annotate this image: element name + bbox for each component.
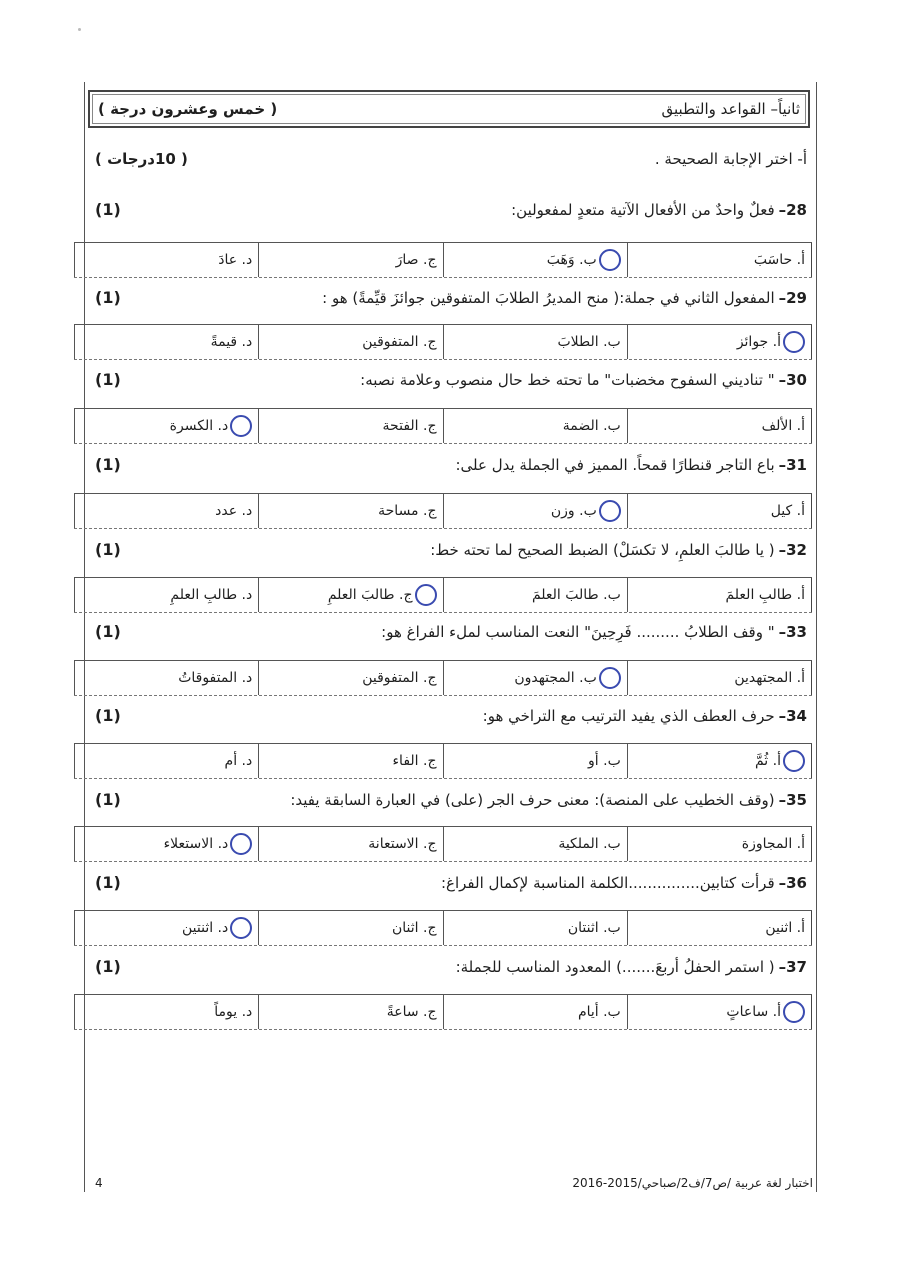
question-stem: [290, 791, 807, 809]
option-label: أ. جوائز: [736, 334, 781, 350]
option-choice[interactable]: [259, 911, 443, 945]
option-choice[interactable]: [628, 409, 812, 443]
option-choice[interactable]: [74, 911, 259, 945]
option-choice[interactable]: [259, 243, 443, 277]
section-points: ( خمس وعشرون درجة ): [98, 100, 278, 118]
option-label: أ. ثُمَّ: [754, 753, 781, 769]
option-choice[interactable]: [444, 744, 628, 778]
option-choice[interactable]: [628, 827, 812, 861]
option-choice[interactable]: [74, 827, 259, 861]
option-label: د. قيمةً: [210, 334, 253, 350]
option-label: ب. وزن: [550, 503, 597, 519]
question-stem: [455, 456, 807, 474]
question-mark: (1): [95, 370, 121, 389]
option-label: ب. الملكية: [558, 836, 621, 852]
option-choice[interactable]: [628, 661, 812, 695]
option-label: د. الاستعلاء: [163, 836, 229, 852]
option-choice[interactable]: [628, 243, 812, 277]
option-label: أ. المجاوزة: [741, 836, 805, 852]
options-row: [74, 743, 812, 779]
option-choice[interactable]: [444, 325, 628, 359]
question-stem: [322, 289, 807, 307]
option-label: ج. الفاء: [392, 753, 437, 769]
option-choice[interactable]: [628, 995, 812, 1029]
option-label: د. عدد: [215, 503, 253, 519]
question-text: " تناديني السفوح مخضبات" ما تحته خط حال منصوب وعلامة نصبه:: [360, 371, 775, 389]
question-row: [95, 288, 807, 307]
question-mark: (1): [95, 455, 121, 474]
selected-circle-icon: [599, 500, 621, 522]
option-label: ج. ساعةً: [386, 1004, 437, 1020]
question-stem: [360, 371, 807, 389]
question-number: 31–: [778, 456, 807, 474]
option-choice[interactable]: [259, 325, 443, 359]
question-text: ( استمر الحفلُ أربعَ.......) المعدود المناسب للجملة:: [455, 958, 775, 976]
footer-caption: اختبار لغة عربية /ص7/ف2/صباحي/2015-2016: [572, 1176, 813, 1190]
question-row: [95, 873, 807, 892]
option-choice[interactable]: [444, 243, 628, 277]
question-number: 35–: [778, 791, 807, 809]
option-label: ب. الطلابَ: [557, 334, 621, 350]
question-row: [95, 200, 807, 219]
option-label: د. الكسرة: [169, 418, 229, 434]
option-choice[interactable]: [259, 578, 443, 612]
option-choice[interactable]: [444, 494, 628, 528]
option-label: ج. مساحة: [378, 503, 437, 519]
options-row: [74, 660, 812, 696]
selected-circle-icon: [230, 917, 252, 939]
option-label: ب. أو: [588, 753, 621, 769]
selected-circle-icon: [783, 1001, 805, 1023]
options-row: [74, 910, 812, 946]
question-text: فعلٌ واحدٌ من الأفعال الآتية متعدٍ لمفعولين:: [511, 201, 775, 219]
question-mark: (1): [95, 622, 121, 641]
options-row: [74, 324, 812, 360]
question-mark: (1): [95, 288, 121, 307]
option-label: أ. طالبِ العلمَ: [725, 587, 805, 603]
question-number: 33–: [778, 623, 807, 641]
option-choice[interactable]: [444, 578, 628, 612]
option-choice[interactable]: [259, 827, 443, 861]
option-label: ب. اثنتان: [567, 920, 621, 936]
option-choice[interactable]: [628, 325, 812, 359]
question-number: 28–: [778, 201, 807, 219]
option-label: د. اثنتين: [181, 920, 229, 936]
option-label: د. أم: [224, 753, 253, 769]
option-label: ج. اثنان: [392, 920, 437, 936]
selected-circle-icon: [230, 833, 252, 855]
option-choice[interactable]: [74, 744, 259, 778]
instruction-text: أ- اختر الإجابة الصحيحة .: [654, 150, 807, 168]
option-choice[interactable]: [259, 661, 443, 695]
question-text: المفعول الثاني في جملة:( منح المديرُ الطلابَ المتفوقين جوائزَ قيِّمةً) هو :: [322, 289, 775, 307]
question-row: [95, 455, 807, 474]
option-choice[interactable]: [628, 494, 812, 528]
option-label: ج. الاستعانة: [368, 836, 437, 852]
option-choice[interactable]: [259, 744, 443, 778]
option-choice[interactable]: [259, 995, 443, 1029]
question-mark: (1): [95, 540, 121, 559]
question-mark: (1): [95, 957, 121, 976]
option-label: د. يوماً: [214, 1004, 253, 1020]
page-footer: [95, 1176, 813, 1190]
question-mark: (1): [95, 200, 121, 219]
option-label: أ. المجتهدين: [734, 670, 805, 686]
question-text: ( يا طالبَ العلمِ، لا تكسَلْ) الضبط الصحيح لما تحته خط:: [430, 541, 775, 559]
question-row: [95, 790, 807, 809]
question-row: [95, 706, 807, 725]
question-mark: (1): [95, 790, 121, 809]
option-choice[interactable]: [444, 995, 628, 1029]
section-title: ثانياً– القواعد والتطبيق: [661, 100, 800, 118]
option-label: ج. المتفوقين: [362, 334, 437, 350]
options-row: [74, 577, 812, 613]
option-choice[interactable]: [74, 661, 259, 695]
selected-circle-icon: [415, 584, 437, 606]
option-label: أ. كيل: [770, 503, 805, 519]
option-choice[interactable]: [444, 827, 628, 861]
question-mark: (1): [95, 706, 121, 725]
selected-circle-icon: [230, 415, 252, 437]
option-choice[interactable]: [74, 243, 259, 277]
option-label: ب. المجتهدون: [514, 670, 597, 686]
selected-circle-icon: [599, 667, 621, 689]
option-choice[interactable]: [259, 494, 443, 528]
question-stem: [381, 623, 807, 641]
option-label: ب. الضمة: [562, 418, 621, 434]
instruction-points: ( 10درجات ): [95, 150, 188, 168]
question-number: 36–: [778, 874, 807, 892]
instruction-row: [95, 150, 807, 168]
selected-circle-icon: [599, 249, 621, 271]
option-choice[interactable]: [74, 494, 259, 528]
question-row: [95, 540, 807, 559]
section-header: [88, 90, 810, 128]
question-number: 29–: [778, 289, 807, 307]
option-label: ب. طالبَ العلمَ: [531, 587, 621, 603]
options-row: [74, 408, 812, 444]
options-row: [74, 242, 812, 278]
option-choice[interactable]: [628, 911, 812, 945]
question-text: " وقف الطلابُ ......... فَرِحِينَ" النعت المناسب لملء الفراغ هو:: [381, 623, 775, 641]
option-label: ج. الفتحة: [382, 418, 437, 434]
question-number: 34–: [778, 707, 807, 725]
option-label: د. عادَ: [218, 252, 253, 268]
question-text: باع التاجر قنطارًا قمحاً. المميز في الجملة يدل على:: [455, 456, 775, 474]
option-label: أ. الألف: [761, 418, 805, 434]
question-number: 30–: [778, 371, 807, 389]
option-label: د. المتفوقاتُ: [178, 670, 253, 686]
question-row: [95, 622, 807, 641]
options-row: [74, 493, 812, 529]
question-text: قرأت كتابين...............الكلمة المناسبة لإكمال الفراغ:: [440, 874, 775, 892]
option-label: ب. وَهَبَ: [546, 252, 597, 268]
question-stem: [430, 541, 807, 559]
option-choice[interactable]: [74, 995, 259, 1029]
question-row: [95, 957, 807, 976]
option-label: أ. اثنين: [765, 920, 805, 936]
option-choice[interactable]: [259, 409, 443, 443]
option-choice[interactable]: [74, 325, 259, 359]
question-stem: [441, 874, 807, 892]
option-label: ج. المتفوقين: [362, 670, 437, 686]
option-label: أ. حاسَبَ: [753, 252, 805, 268]
option-choice[interactable]: [628, 578, 812, 612]
option-choice[interactable]: [444, 911, 628, 945]
option-label: أ. ساعاتٍ: [726, 1004, 781, 1020]
selected-circle-icon: [783, 750, 805, 772]
question-number: 37–: [778, 958, 807, 976]
question-row: [95, 370, 807, 389]
question-text: (وقف الخطيب على المنصة): معنى حرف الجر (على) في العبارة السابقة يفيد:: [290, 791, 775, 809]
option-choice[interactable]: [444, 409, 628, 443]
selected-circle-icon: [783, 331, 805, 353]
option-choice[interactable]: [74, 409, 259, 443]
option-label: د. طالبِ العلمِ: [170, 587, 253, 603]
options-row: [74, 994, 812, 1030]
page-number: 4: [95, 1176, 103, 1190]
option-label: ج. صارَ: [395, 252, 437, 268]
option-choice[interactable]: [74, 578, 259, 612]
option-choice[interactable]: [628, 744, 812, 778]
question-stem: [456, 958, 807, 976]
option-label: ب. أيام: [577, 1004, 621, 1020]
option-choice[interactable]: [444, 661, 628, 695]
question-mark: (1): [95, 873, 121, 892]
scan-speck: [78, 28, 81, 31]
question-number: 32–: [778, 541, 807, 559]
question-stem: [511, 201, 807, 219]
question-text: حرف العطف الذي يفيد الترتيب مع التراخي هو:: [482, 707, 775, 725]
question-stem: [483, 707, 807, 725]
option-label: ج. طالبَ العلمِ: [327, 587, 413, 603]
options-row: [74, 826, 812, 862]
